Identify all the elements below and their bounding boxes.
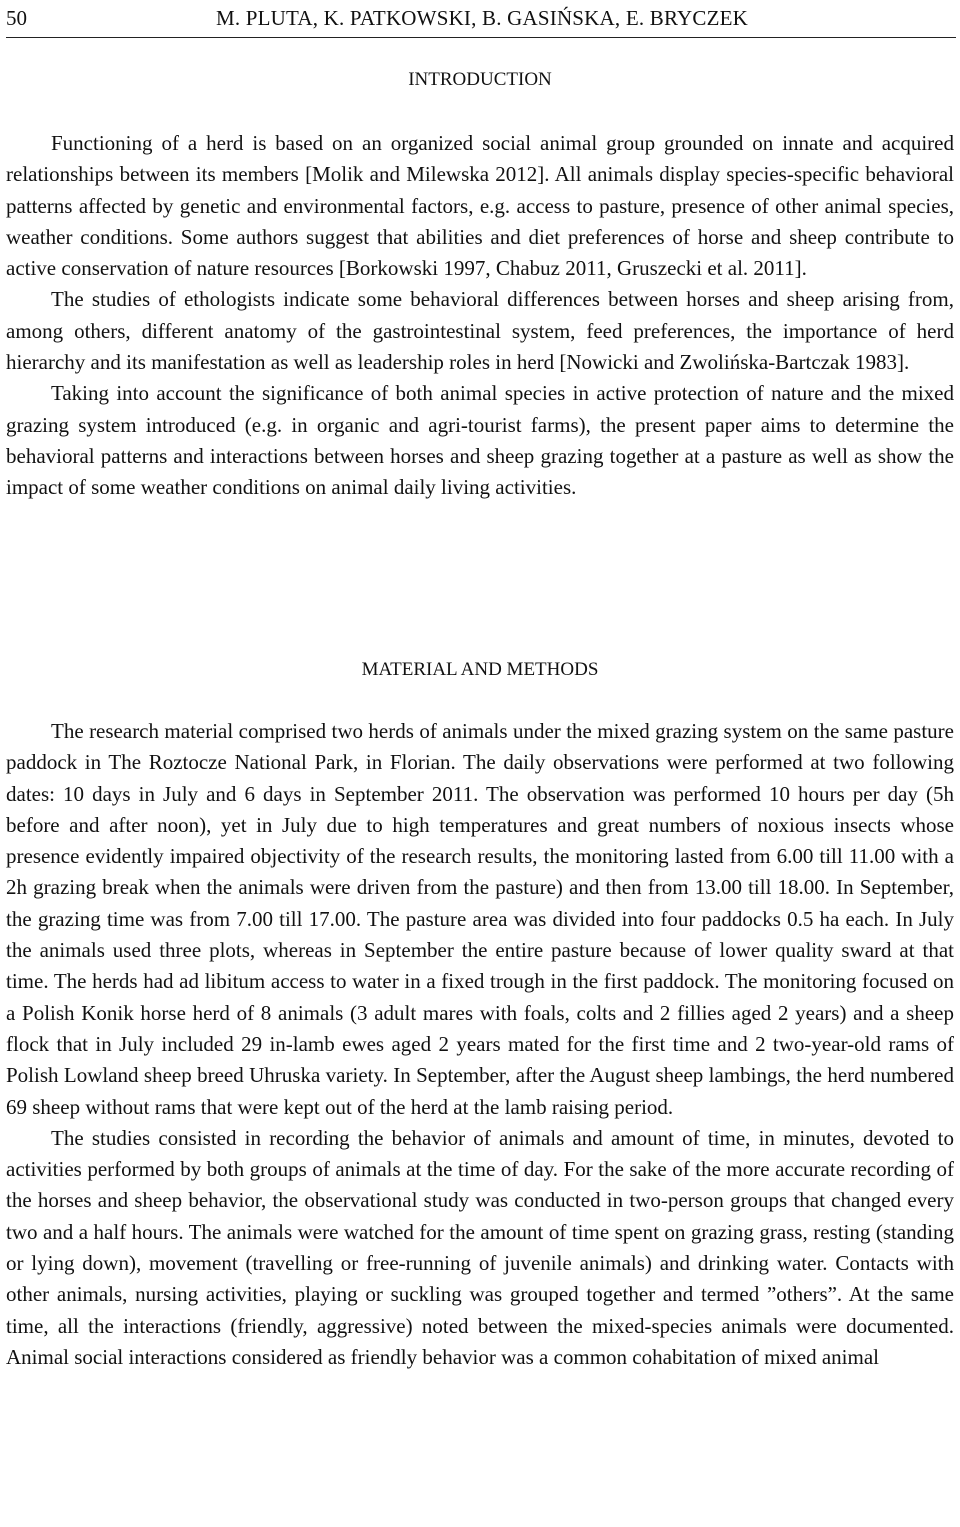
page-number: 50 (6, 6, 27, 30)
introduction-body (6, 128, 954, 504)
body-paragraph: The studies of ethologists indicate some behavioral differences between horses and sheep arising from, among others, different anatomy of the gastrointestinal system, feed preferences, the importance of herd hierarchy and its manifestation as well as leadership roles in herd [Nowicki and Zwolińska-Bartczak 1983]. (6, 287, 954, 375)
section-heading-material-and-methods: MATERIAL AND METHODS (361, 659, 599, 680)
body-paragraph: Functioning of a herd is based on an organized social animal group grounded on innate and acquired relationships between its members [Molik and Milewska 2012]. All animals display species-specific behavioral patterns affected by genetic and environmental factors, e.g. access to pasture, presence of other animal species, weather conditions. Some authors suggest that abilities and diet preferences of horse and sheep contribute to active conservation of nature resources [Borkowski 1997, Chabuz 2011, Gruszecki et al. 2011]. (6, 131, 954, 281)
material-and-methods-body (6, 716, 954, 1373)
running-header (6, 5, 956, 38)
body-paragraph: The research material comprised two herds of animals under the mixed grazing system on the same pasture paddock in The Roztocze National Park, in Florian. The daily observations were performed at two following dates: 10 days in July and 6 days in September 2011. The observation was performed 10 hours per day (5h before and after noon), yet in July due to high temperatures and great numbers of noxious insects whose presence evidently impaired objectivity of the research results, the monitoring lasted from 6.00 till 11.00 with a 2h grazing break when the animals were driven from the pasture) and then from 13.00 till 18.00. In September, the grazing time was from 7.00 till 17.00. The pasture area was divided into four paddocks 0.5 ha each. In July the animals used three plots, whereas in September the entire pasture because of lower quality sward at that time. The herds had ad libitum access to water in a fixed trough in the first paddock. The monitoring focused on a Polish Konik horse herd of 8 animals (3 adult mares with foals, colts and 2 fillies aged 2 years) and a sheep flock that in July included 29 in-lamb ewes aged 2 years mated for the first time and 2 two-year-old rams of Polish Lowland sheep breed Uhruska variety. In September, after the August sheep lambings, the herd numbered 69 sheep without rams that were kept out of the herd at the lamb raising period. (6, 719, 954, 1119)
running-header-authors: M. PLUTA, K. PATKOWSKI, B. GASIŃSKA, E. BRYCZEK (216, 6, 748, 30)
body-paragraph: The studies consisted in recording the behavior of animals and amount of time, in minutes, devoted to activities performed by both groups of animals at the time of day. For the sake of the more accurate recording of the horses and sheep behavior, the observational study was conducted in two-person groups that changed every two and a half hours. The animals were watched for the amount of time spent on grazing grass, resting (standing or lying down), movement (travelling or free-running of juvenile animals) and drinking water. Contacts with other animals, nursing activities, playing or suckling was grouped together and termed ”others”. At the same time, all the interactions (friendly, aggressive) noted between the mixed-species animals were documented. Animal social interactions considered as friendly behavior was a common cohabitation of mixed animal (6, 1125, 954, 1369)
section-heading-introduction: INTRODUCTION (408, 69, 552, 90)
body-paragraph: Taking into account the significance of both animal species in active protection of nature and the mixed grazing system introduced (e.g. in organic and agri-tourist farms), the present paper aims to determine the behavioral patterns and interactions between horses and sheep grazing together at a pasture as well as show the impact of some weather conditions on animal daily living activities. (6, 381, 954, 500)
